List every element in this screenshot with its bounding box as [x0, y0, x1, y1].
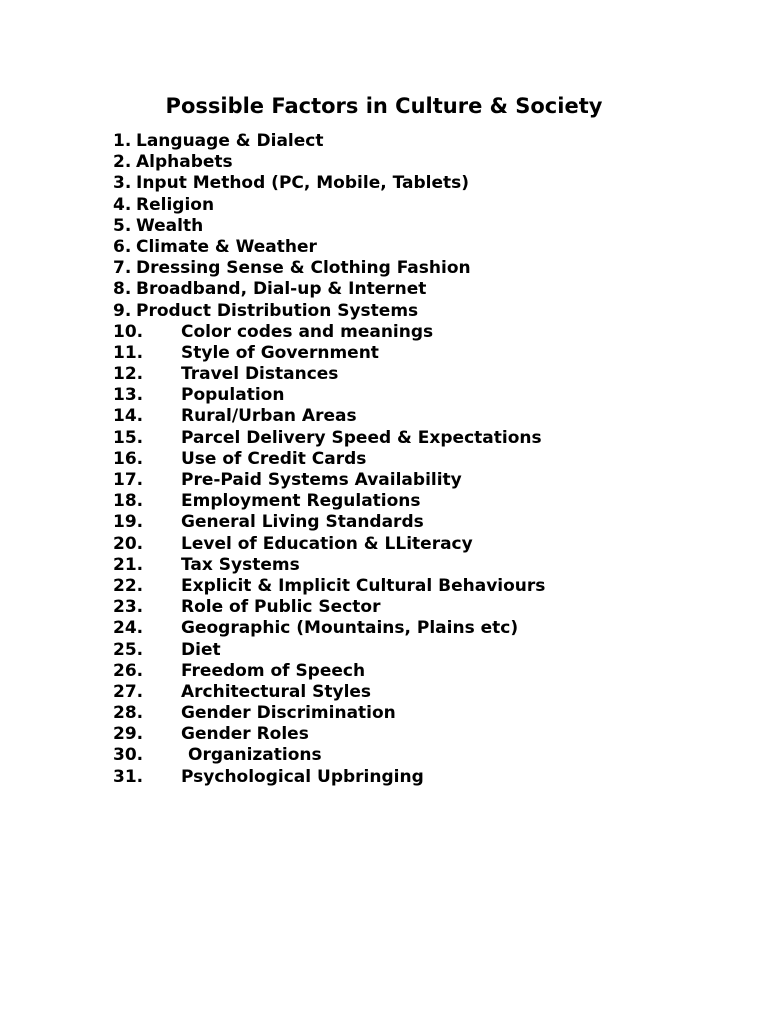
item-number: 10.: [113, 321, 144, 342]
list-item: [113, 364, 545, 385]
item-text: Style of Government: [181, 342, 379, 363]
list-item: [113, 576, 545, 597]
list-item: [113, 449, 545, 470]
list-item: [113, 703, 545, 724]
item-text: Psychological Upbringing: [181, 766, 424, 787]
list-item: [113, 279, 545, 300]
item-number: 19.: [113, 512, 144, 533]
item-text: Wealth: [136, 215, 204, 236]
item-number: 15.: [113, 427, 144, 448]
item-text: Parcel Delivery Speed & Expectations: [181, 427, 542, 448]
item-text: Tax Systems: [181, 554, 300, 575]
item-number: 2.: [113, 152, 132, 173]
item-number: 29.: [113, 724, 144, 745]
factor-list: [113, 131, 545, 788]
item-text: Input Method (PC, Mobile, Tablets): [136, 173, 470, 194]
item-number: 17.: [113, 470, 144, 490]
list-item: [113, 724, 545, 745]
item-text: Diet: [181, 639, 221, 660]
item-text: Climate & Weather: [136, 236, 317, 257]
item-number: 12.: [113, 364, 144, 385]
item-number: 31.: [113, 766, 144, 787]
item-number: 13.: [113, 385, 144, 406]
item-number: 30.: [113, 745, 144, 766]
item-number: 20.: [113, 533, 144, 554]
item-number: 22.: [113, 575, 144, 596]
item-number: 6.: [113, 236, 132, 257]
item-text: General Living Standards: [181, 512, 424, 533]
item-number: 4.: [113, 194, 132, 215]
list-item: [113, 491, 545, 512]
item-text: Color codes and meanings: [181, 321, 434, 342]
item-text: Level of Education & LLiteracy: [181, 533, 473, 554]
list-item: [113, 534, 545, 555]
item-number: 21.: [113, 554, 144, 575]
item-text: Population: [181, 385, 285, 406]
item-text: Use of Credit Cards: [181, 448, 367, 469]
list-item: [113, 131, 545, 152]
list-item: [113, 428, 545, 449]
list-item: [113, 258, 545, 279]
item-text: Architectural Styles: [181, 681, 372, 702]
item-text: Gender Roles: [181, 724, 309, 745]
list-item: [113, 152, 545, 173]
item-text: Religion: [136, 194, 215, 215]
item-number: 14.: [113, 406, 144, 427]
list-item: [113, 555, 545, 576]
page-title: Possible Factors in Culture & Society: [165, 94, 603, 118]
item-text: Organizations: [188, 745, 322, 766]
list-item: [113, 682, 545, 703]
item-number: 9.: [113, 300, 132, 321]
list-item: [113, 745, 545, 766]
list-item: [113, 195, 545, 216]
item-text: Broadband, Dial-up & Internet: [136, 279, 427, 300]
list-item: [113, 470, 545, 491]
item-text: Dressing Sense & Clothing Fashion: [136, 258, 471, 279]
item-number: 1.: [113, 131, 132, 151]
item-text: Pre-Paid Systems Availability: [181, 470, 462, 490]
list-item: [113, 173, 545, 194]
item-text: Travel Distances: [181, 364, 339, 385]
item-text: Alphabets: [136, 152, 233, 173]
list-item: [113, 767, 545, 788]
list-item: [113, 640, 545, 661]
item-text: Geographic (Mountains, Plains etc): [181, 618, 519, 639]
list-item: [113, 237, 545, 258]
list-item: [113, 385, 545, 406]
item-text: Explicit & Implicit Cultural Behaviours: [181, 575, 546, 596]
list-item: [113, 512, 545, 533]
item-number: 16.: [113, 448, 144, 469]
item-text: Employment Regulations: [181, 491, 421, 512]
item-text: Language & Dialect: [136, 131, 324, 151]
item-number: 24.: [113, 618, 144, 639]
list-item: [113, 406, 545, 427]
item-number: 23.: [113, 597, 144, 618]
item-number: 26.: [113, 660, 144, 681]
item-text: Role of Public Sector: [181, 597, 381, 618]
item-text: Product Distribution Systems: [136, 300, 419, 321]
list-item: [113, 661, 545, 682]
item-text: Freedom of Speech: [181, 660, 366, 681]
item-number: 27.: [113, 681, 144, 702]
list-item: [113, 343, 545, 364]
item-text: Rural/Urban Areas: [181, 406, 357, 427]
item-number: 28.: [113, 703, 144, 724]
item-number: 5.: [113, 215, 132, 236]
list-item: [113, 618, 545, 639]
item-number: 25.: [113, 639, 144, 660]
item-text: Gender Discrimination: [181, 703, 396, 724]
list-item: [113, 216, 545, 237]
list-item: [113, 597, 545, 618]
list-item: [113, 322, 545, 343]
item-number: 7.: [113, 258, 132, 279]
item-number: 11.: [113, 342, 144, 363]
list-item: [113, 301, 545, 322]
item-number: 3.: [113, 173, 132, 194]
item-number: 8.: [113, 279, 132, 300]
item-number: 18.: [113, 491, 144, 512]
